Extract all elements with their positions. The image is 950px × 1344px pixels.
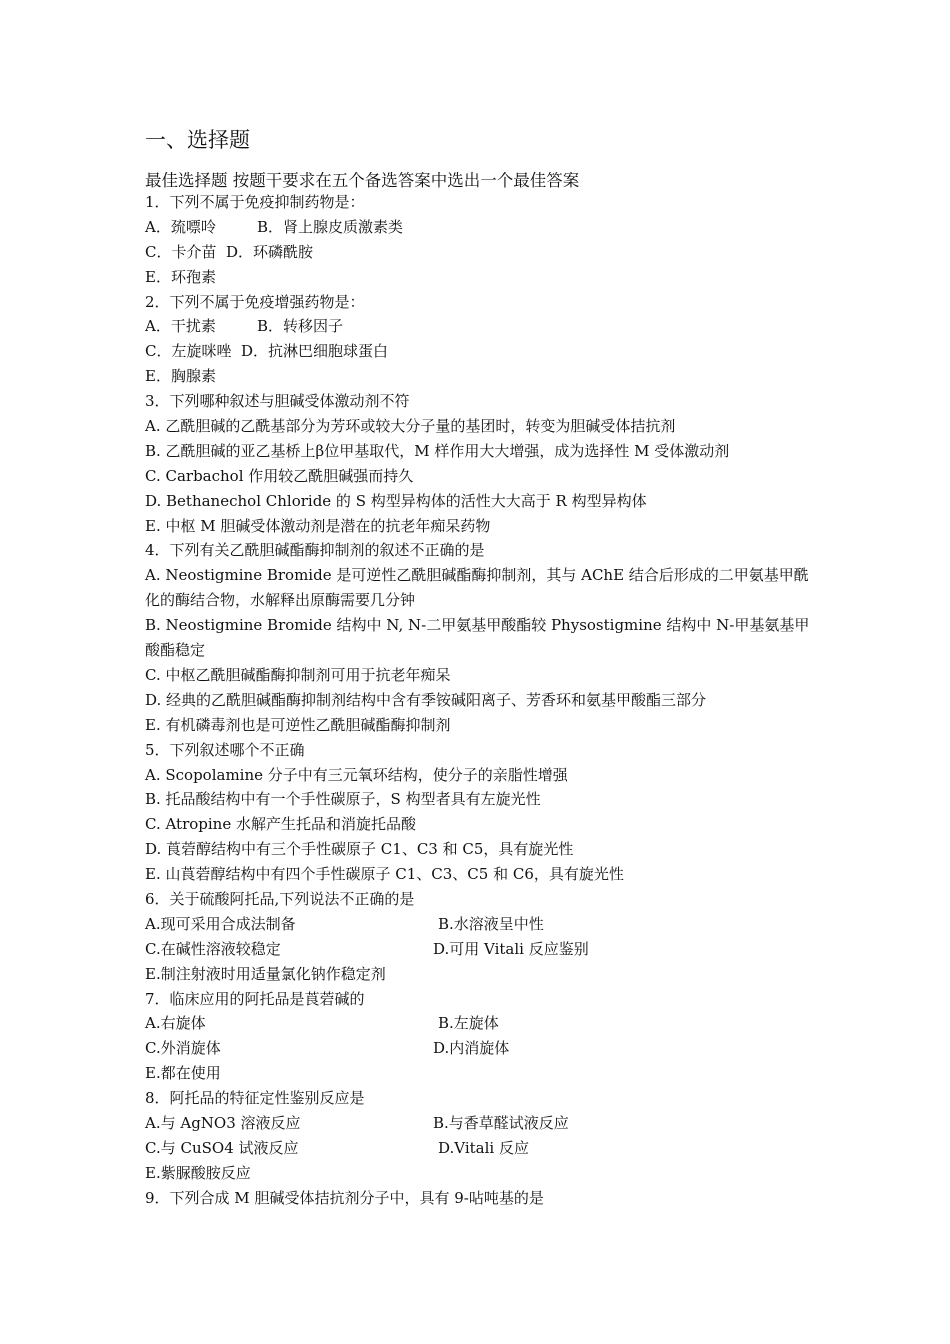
option: C.在碱性溶液较稳定	[145, 939, 281, 958]
question-stem: 3．下列哪种叙述与胆碱受体激动剂不符	[145, 392, 410, 411]
option: A.与 AgNO3 溶液反应	[145, 1114, 301, 1133]
option: A. 乙酰胆碱的乙酰基部分为芳环或较大分子量的基团时，转变为胆碱受体拮抗剂	[145, 417, 676, 436]
option: E.都在使用	[145, 1064, 221, 1083]
option: C. 中枢乙酰胆碱酯酶抑制剂可用于抗老年痴呆	[145, 665, 451, 684]
question-stem: 2．下列不属于免疫增强药物是：	[145, 292, 365, 311]
option: E. 有机磷毒剂也是可逆性乙酰胆碱酯酶抑制剂	[145, 715, 451, 734]
question-stem: 1．下列不属于免疫抑制药物是：	[145, 193, 365, 211]
option-row	[145, 314, 815, 339]
option: D. Bethanechol Chloride 的 S 构型异构体的活性大大高于 R 构型异构体	[145, 491, 647, 510]
option: B.水溶液呈中性	[438, 914, 544, 933]
option: D．抗淋巴细胞球蛋白	[241, 342, 389, 361]
option: D.内消旋体	[433, 1039, 510, 1058]
option: A. Neostigmine Bromide 是可逆性乙酰胆碱酯酶抑制剂，其与 AChE 结合后形成的二甲氨基甲酰化的酶结合物，水解释出原酶需要几分钟	[145, 566, 809, 610]
option-row	[145, 1011, 815, 1036]
option-row	[145, 240, 815, 265]
option-row	[145, 1111, 815, 1136]
option: C.外消旋体	[145, 1039, 221, 1058]
option: A.现可采用合成法制备	[145, 914, 296, 933]
option-row	[145, 339, 815, 364]
option: A．巯嘌呤	[145, 217, 216, 236]
question-stem: 9．下列合成 M 胆碱受体拮抗剂分子中，具有 9-呫吨基的是	[145, 1188, 544, 1207]
subheading: 最佳选择题 按题干要求在五个备选答案中选出一个最佳答案	[145, 171, 580, 190]
question-stem: 6．关于硫酸阿托品,下列说法不正确的是	[145, 890, 415, 908]
option: B.与香草醛试液反应	[433, 1114, 569, 1133]
option: A. Scopolamine 分子中有三元氧环结构，使分子的亲脂性增强	[145, 765, 568, 784]
option: E. 中枢 M 胆碱受体激动剂是潜在的抗老年痴呆药物	[145, 516, 491, 535]
option-row	[145, 1036, 815, 1061]
option: E.紫脲酸胺反应	[145, 1163, 251, 1182]
option-row	[145, 1136, 815, 1161]
option: E．环孢素	[145, 267, 216, 286]
option: C. Carbachol 作用较乙酰胆碱强而持久	[145, 466, 414, 485]
option: B. 托品酸结构中有一个手性碳原子，S 构型者具有左旋光性	[145, 790, 541, 809]
option: B. 乙酰胆碱的亚乙基桥上β位甲基取代，M 样作用大大增强，成为选择性 M 受体激动剂	[145, 441, 730, 460]
option: A.右旋体	[145, 1014, 206, 1033]
option: E.制注射液时用适量氯化钠作稳定剂	[145, 964, 386, 983]
option: D. 莨菪醇结构中有三个手性碳原子 C1、C3 和 C5，具有旋光性	[145, 840, 574, 859]
option: E. 山莨菪醇结构中有四个手性碳原子 C1、C3、C5 和 C6，具有旋光性	[145, 865, 624, 884]
option: B．转移因子	[257, 317, 344, 336]
option: B．肾上腺皮质激素类	[257, 217, 404, 236]
option: C．左旋咪唑	[145, 342, 232, 361]
option: C.与 CuSO4 试液反应	[145, 1138, 299, 1157]
option: B.左旋体	[438, 1014, 499, 1033]
option: C. Atropine 水解产生托品和消旋托品酸	[145, 815, 416, 834]
option: D.Vitali 反应	[438, 1138, 529, 1157]
section-title: 一、选择题	[145, 128, 250, 152]
option: B. Neostigmine Bromide 结构中 N, N-二甲氨基甲酸酯较 Physostigmine 结构中 N-甲基氨基甲酸酯稳定	[145, 616, 810, 660]
option-row	[145, 912, 815, 937]
question-stem: 4．下列有关乙酰胆碱酯酶抑制剂的叙述不正确的是	[145, 541, 485, 560]
option: D．环磷酰胺	[226, 242, 314, 261]
question-stem: 8．阿托品的特征定性鉴别反应是	[145, 1089, 365, 1108]
option: A．干扰素	[145, 317, 216, 336]
question-stem: 7．临床应用的阿托品是莨菪碱的	[145, 989, 365, 1008]
option-row	[145, 215, 815, 240]
option: D.可用 Vitali 反应鉴别	[433, 939, 589, 958]
option: C．卡介苗	[145, 242, 217, 261]
option-row	[145, 937, 815, 962]
option: D. 经典的乙酰胆碱酯酶抑制剂结构中含有季铵碱阳离子、芳香环和氨基甲酸酯三部分	[145, 690, 707, 709]
option: E．胸腺素	[145, 367, 216, 386]
question-stem: 5．下列叙述哪个不正确	[145, 740, 305, 759]
question-list	[145, 190, 815, 1211]
